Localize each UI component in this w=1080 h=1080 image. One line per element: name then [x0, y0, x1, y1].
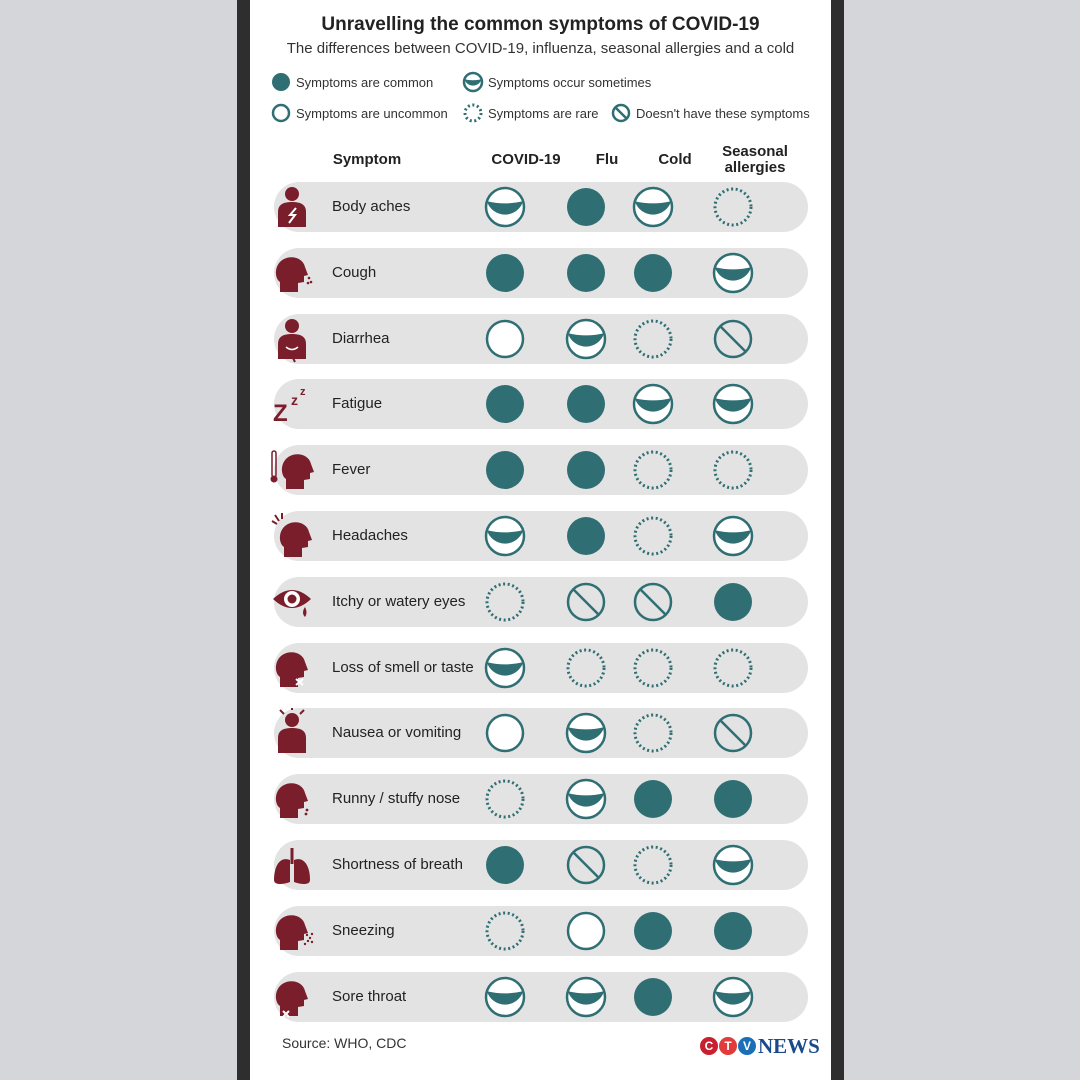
mark-flu-sometimes [565, 976, 607, 1018]
legend-item-rare [462, 101, 599, 125]
mark-allergies-sometimes [712, 252, 754, 294]
mark-cold-rare [632, 844, 674, 886]
mark-cold-rare [632, 647, 674, 689]
legend-label: Symptoms are rare [488, 105, 599, 121]
legend-item-none [610, 101, 810, 125]
mark-flu-none [565, 581, 607, 623]
symptom-label: Sneezing [332, 921, 395, 939]
mark-allergies-common [712, 581, 754, 623]
infographic-panel [250, 0, 831, 1080]
mark-flu-common [565, 515, 607, 557]
mark-cold-common [632, 910, 674, 952]
mark-cold-common [632, 778, 674, 820]
legend-label: Symptoms are common [296, 74, 434, 90]
mark-allergies-sometimes [712, 976, 754, 1018]
cough-icon [270, 248, 314, 298]
headache-icon [270, 511, 314, 561]
mark-allergies-rare [712, 647, 754, 689]
mark-covid-rare [484, 778, 526, 820]
mark-flu-none [565, 844, 607, 886]
fever-icon [270, 445, 314, 495]
legend-mark-sometimes [462, 71, 484, 93]
col-header-allergies-line1: Seasonal [722, 143, 788, 160]
mark-covid-common [484, 449, 526, 491]
page-subtitle: The differences between COVID-19, influenza, seasonal allergies and a cold [286, 40, 795, 57]
mark-cold-common [632, 976, 674, 1018]
mark-cold-sometimes [632, 186, 674, 228]
symptom-label: Body aches [332, 198, 411, 215]
mark-covid-rare [484, 910, 526, 952]
symptom-label: Itchy or watery eyes [332, 592, 466, 610]
sore-throat-icon [270, 972, 314, 1022]
mark-flu-sometimes [565, 778, 607, 820]
mark-covid-sometimes [484, 186, 526, 228]
mark-cold-sometimes [632, 383, 674, 425]
sneezing-icon [270, 906, 314, 956]
page-title: Unravelling the common symptoms of COVID-19 [321, 14, 760, 35]
mark-covid-common [484, 252, 526, 294]
legend-mark-common [270, 71, 292, 93]
mark-flu-sometimes [565, 318, 607, 360]
svg-text:Z: Z [273, 400, 288, 428]
mark-flu-sometimes [565, 712, 607, 754]
col-header-covid: COVID-19 [491, 151, 561, 168]
mark-allergies-common [712, 778, 754, 820]
runny-nose-icon [270, 774, 314, 824]
legend-item-uncommon [270, 101, 448, 125]
mark-allergies-rare [712, 449, 754, 491]
fatigue-icon [270, 379, 314, 429]
diarrhea-icon [270, 314, 314, 364]
source-note: Source: WHO, CDC [282, 1035, 407, 1051]
mark-covid-common [484, 844, 526, 886]
legend-mark-rare [462, 102, 484, 124]
mark-cold-rare [632, 712, 674, 754]
symptom-label: Nausea or vomiting [332, 724, 462, 742]
mark-covid-rare [484, 581, 526, 623]
legend-label: Doesn't have these symptoms [636, 105, 810, 121]
mark-cold-common [632, 252, 674, 294]
mark-covid-uncommon [484, 712, 526, 754]
logo-news: NEWS [758, 1033, 820, 1058]
mark-allergies-sometimes [712, 844, 754, 886]
symptom-label: Fever [332, 461, 371, 479]
symptom-label: Headaches [332, 527, 408, 544]
logo-c: C [700, 1037, 718, 1055]
mark-cold-rare [632, 449, 674, 491]
mark-flu-uncommon [565, 910, 607, 952]
mark-flu-rare [565, 647, 607, 689]
mark-flu-common [565, 383, 607, 425]
logo-t: T [719, 1037, 737, 1055]
mark-allergies-none [712, 318, 754, 360]
mark-flu-common [565, 186, 607, 228]
legend-label: Symptoms are uncommon [296, 105, 448, 121]
symptom-label: Cough [332, 263, 377, 281]
symptom-label: Sore throat [332, 987, 407, 1005]
mark-cold-none [632, 581, 674, 623]
symptom-label: Loss of smell or taste [332, 658, 474, 676]
col-header-allergies-line2: allergies [724, 159, 786, 176]
body-aches-icon [270, 182, 314, 232]
legend-mark-none [610, 102, 632, 124]
mark-allergies-sometimes [712, 383, 754, 425]
nausea-icon [270, 708, 314, 758]
col-header-symptom: Symptom [332, 151, 402, 168]
mark-covid-sometimes [484, 647, 526, 689]
symptom-label: Fatigue [332, 395, 383, 413]
legend-item-sometimes [462, 70, 651, 94]
legend-label: Symptoms occur sometimes [488, 74, 652, 90]
symptom-label: Diarrhea [332, 329, 390, 347]
mark-flu-common [565, 449, 607, 491]
col-header-allergies [710, 144, 800, 176]
mark-cold-rare [632, 515, 674, 557]
col-header-cold: Cold [658, 151, 692, 168]
mark-allergies-common [712, 910, 754, 952]
symptom-label: Shortness of breath [332, 856, 463, 873]
svg-text:z: z [300, 386, 306, 399]
mark-covid-sometimes [484, 976, 526, 1018]
mark-covid-uncommon [484, 318, 526, 360]
logo-v: V [738, 1037, 756, 1055]
mark-cold-rare [632, 318, 674, 360]
smell-taste-icon [270, 643, 314, 693]
svg-text:z: z [291, 392, 298, 409]
ctv-news-logo [700, 1033, 820, 1059]
eye-icon [270, 577, 314, 627]
legend-mark-uncommon [270, 102, 292, 124]
col-header-flu: Flu [595, 151, 619, 168]
mark-flu-common [565, 252, 607, 294]
lungs-icon [270, 840, 314, 890]
mark-allergies-none [712, 712, 754, 754]
mark-allergies-sometimes [712, 515, 754, 557]
mark-allergies-rare [712, 186, 754, 228]
legend-item-common [270, 70, 433, 94]
mark-covid-sometimes [484, 515, 526, 557]
mark-covid-common [484, 383, 526, 425]
symptom-label: Runny / stuffy nose [332, 790, 461, 808]
